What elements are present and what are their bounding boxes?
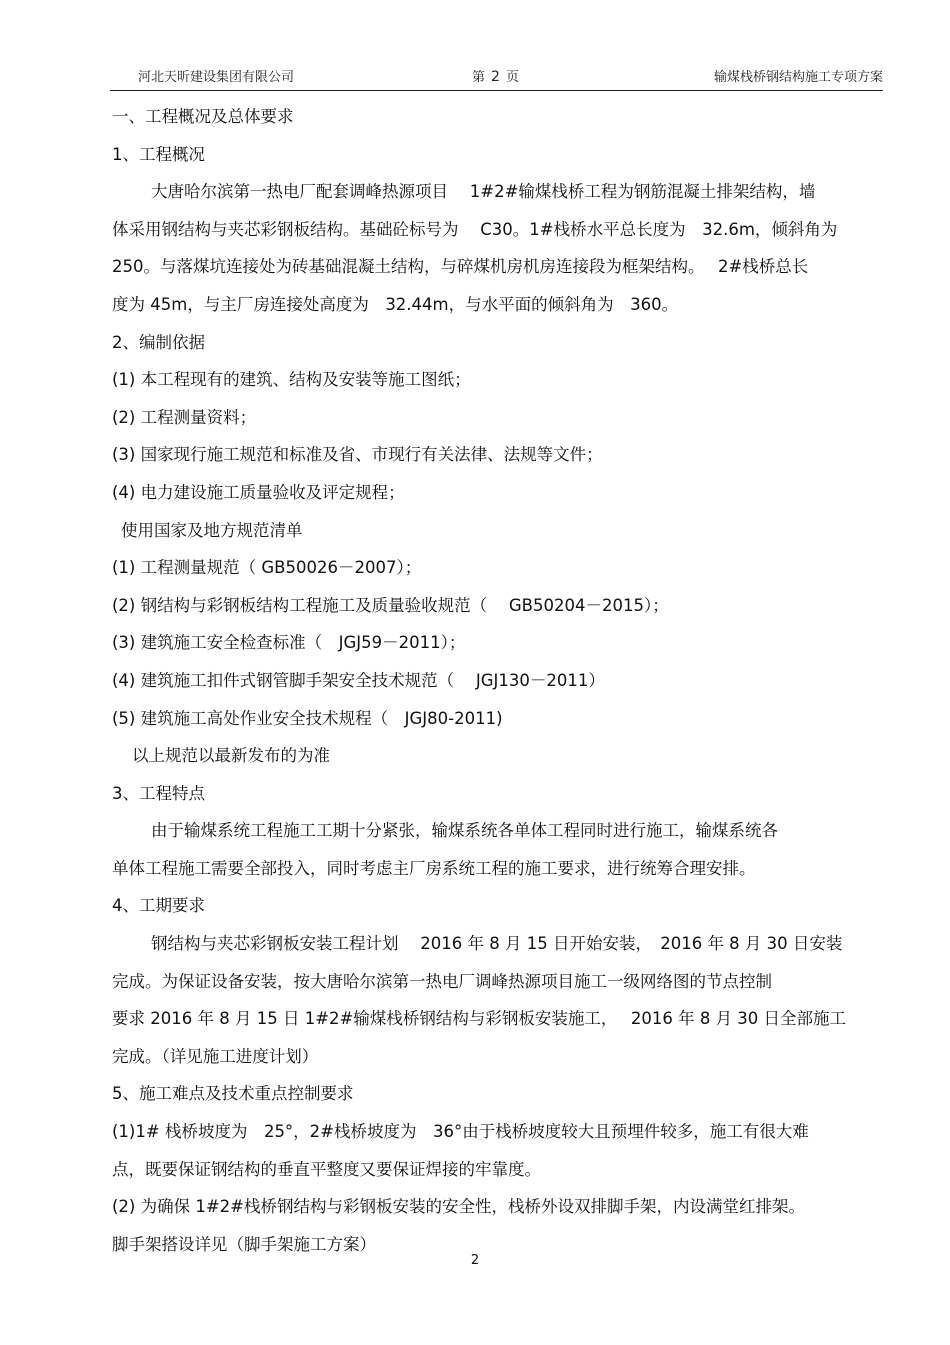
list-item: (4) 建筑施工扣件式钢管脚手架安全技术规范（ JGJ130－2011） [112,670,605,690]
document-body [112,98,882,1263]
paragraph-line: 完成。（详见施工进度计划） [112,1046,319,1066]
header-company: 河北天昕建设集团有限公司 [138,70,295,85]
paragraph-line: 度为 45m，与主厂房连接处高度为 32.44m，与水平面的倾斜角为 360。 [112,294,679,314]
note-line: 以上规范以最新发布的为准 [132,746,330,766]
subsection-heading: 5、施工难点及技术重点控制要求 [112,1084,354,1104]
list-item: (1) 本工程现有的建筑、结构及安装等施工图纸； [112,370,471,390]
paragraph-line: 要求 2016 年 8 月 15 日 1#2#输煤栈桥钢结构与彩钢板安装施工， 2016 年 8 月 30 日全部施工 [112,1009,847,1029]
list-item: (1) 工程测量规范（ GB50026－2007）； [112,558,422,578]
subsection-heading: 4、工期要求 [112,896,205,916]
header-page-suffix: 页 [505,70,519,85]
paragraph-line: 由于输煤系统工程施工工期十分紧张，输煤系统各单体工程同时进行施工，输煤系统各 [151,821,778,841]
paragraph-line: 钢结构与夹芯彩钢板安装工程计划 2016 年 8 月 15 日开始安装， 2016 年 8 月 30 日安装 [151,934,843,954]
subsection-heading: 1、工程概况 [112,144,205,164]
list-item: (2) 工程测量资料； [112,407,257,427]
paragraph-line: 大唐哈尔滨第一热电厂配套调峰热源项目 1#2#输煤栈桥工程为钢筋混凝土排架结构，墙 [151,182,816,202]
list-item: (5) 建筑施工高处作业安全技术规程（ JGJ80-2011) [112,708,503,728]
header-doc-title: 输煤栈桥钢结构施工专项方案 [713,70,883,85]
header-rule [110,90,883,91]
paragraph-line: 点，既要保证钢结构的垂直平整度又要保证焊接的牢靠度。 [112,1159,541,1179]
list-item: (3) 国家现行施工规范和标准及省、市现行有关法律、法规等文件； [112,445,603,465]
footer-page-number: 2 [470,1253,480,1268]
paragraph-line: (2) 为确保 1#2#栈桥钢结构与彩钢板安装的安全性，栈桥外设双排脚手架，内设满堂红排架。 [112,1197,806,1217]
list-item: (4) 电力建设施工质量验收及评定规程； [112,482,405,502]
paragraph-line: (1)1# 栈桥坡度为 25°，2#栈桥坡度为 36°由于栈桥坡度较大且预埋件较多，施工有很大难 [112,1122,809,1142]
list-heading: 使用国家及地方规范清单 [121,520,303,540]
header-page-prefix: 第 [472,70,486,85]
list-item: (2) 钢结构与彩钢板结构工程施工及质量验收规范（ GB50204－2015）； [112,595,669,615]
subsection-heading: 3、工程特点 [112,783,205,803]
paragraph-line: 脚手架搭设详见（脚手架施工方案） [112,1234,376,1254]
header-page-number: 2 [491,69,500,85]
section-heading: 一、工程概况及总体要求 [112,107,294,126]
paragraph-line: 单体工程施工需要全部投入，同时考虑主厂房系统工程的施工要求，进行统筹合理安排。 [112,858,756,878]
paragraph-line: 完成。为保证设备安装，按大唐哈尔滨第一热电厂调峰热源项目施工一级网络图的节点控制 [112,971,772,991]
list-item: (3) 建筑施工安全检查标准（ JGJ59－2011）； [112,633,466,653]
page-header [110,66,883,86]
header-page-indicator [472,66,519,85]
paragraph-line: 250。与落煤坑连接处为砖基础混凝土结构，与碎煤机房机房连接段为框架结构。 2#栈桥总长 [112,257,809,277]
paragraph-line: 体采用钢结构与夹芯彩钢板结构。基础砼标号为 C30。1#栈桥水平总长度为 32.6m，倾斜角为 [112,219,838,239]
subsection-heading: 2、编制依据 [112,332,205,352]
